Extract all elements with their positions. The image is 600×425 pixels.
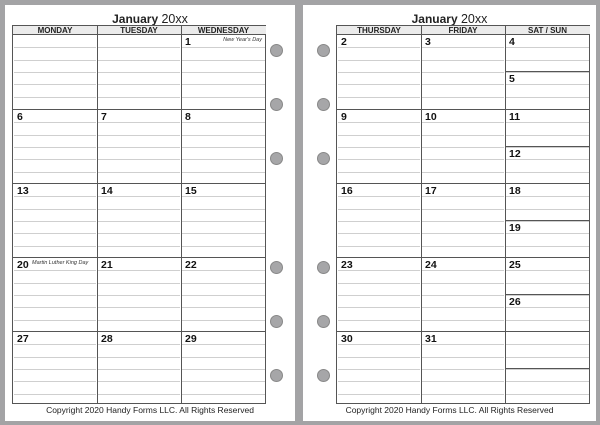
writing-line — [338, 246, 420, 247]
writing-line — [182, 209, 265, 210]
writing-line — [182, 135, 265, 136]
binder-hole-icon — [270, 98, 283, 111]
writing-line — [14, 221, 96, 222]
calendar-grid-left — [12, 25, 266, 404]
writing-line — [506, 60, 589, 61]
writing-line — [422, 221, 504, 222]
writing-line — [14, 307, 96, 308]
writing-line — [98, 369, 180, 370]
writing-line — [98, 233, 180, 234]
day-number: 17 — [425, 185, 437, 197]
copyright-text: Copyright 2020 Handy Forms LLC. All Rights Reserved — [345, 405, 554, 415]
writing-line — [98, 159, 180, 160]
week-row — [13, 331, 265, 405]
writing-line — [98, 147, 180, 148]
column-header: THURSDAY — [337, 26, 421, 35]
column-header: SAT / SUN — [505, 26, 590, 35]
week-row — [337, 331, 589, 405]
day-number: 18 — [509, 185, 521, 197]
day-number: 7 — [101, 111, 107, 123]
writing-line — [98, 135, 180, 136]
binder-hole-icon — [317, 369, 330, 382]
week-row — [337, 35, 589, 109]
writing-line — [98, 47, 180, 48]
writing-line — [98, 357, 180, 358]
writing-line — [98, 209, 180, 210]
writing-line — [14, 47, 96, 48]
day-number: 12 — [509, 148, 521, 160]
writing-line — [422, 320, 504, 321]
binder-hole-icon — [317, 315, 330, 328]
day-number: 21 — [101, 259, 113, 271]
day-number: 24 — [425, 259, 437, 271]
binder-hole-icon — [317, 261, 330, 274]
writing-line — [182, 159, 265, 160]
day-split-line — [505, 294, 590, 295]
writing-line — [338, 135, 420, 136]
writing-line — [98, 172, 180, 173]
writing-line — [98, 320, 180, 321]
writing-line — [506, 320, 589, 321]
week-row — [337, 183, 589, 257]
writing-line — [338, 357, 420, 358]
writing-line — [422, 172, 504, 173]
writing-line — [338, 122, 420, 123]
writing-line — [14, 381, 96, 382]
writing-line — [182, 60, 265, 61]
writing-line — [506, 381, 589, 382]
writing-line — [14, 135, 96, 136]
day-number: 4 — [509, 36, 515, 48]
writing-line — [98, 97, 180, 98]
writing-line — [422, 246, 504, 247]
writing-line — [182, 246, 265, 247]
day-split-line — [505, 146, 590, 147]
writing-line — [422, 97, 504, 98]
writing-line — [14, 209, 96, 210]
writing-line — [182, 221, 265, 222]
day-number: 13 — [17, 185, 29, 197]
column-header: FRIDAY — [421, 26, 505, 35]
writing-line — [338, 209, 420, 210]
day-number: 8 — [185, 111, 191, 123]
writing-line — [338, 320, 420, 321]
writing-line — [14, 159, 96, 160]
writing-line — [98, 60, 180, 61]
writing-line — [422, 233, 504, 234]
writing-line — [14, 60, 96, 61]
writing-line — [14, 369, 96, 370]
year-label: 20xx — [460, 12, 488, 26]
writing-line — [182, 394, 265, 395]
writing-line — [182, 172, 265, 173]
writing-line — [338, 97, 420, 98]
left-planner-page — [5, 5, 295, 421]
day-number: 2 — [341, 36, 347, 48]
writing-line — [338, 60, 420, 61]
writing-line — [98, 295, 180, 296]
writing-line — [506, 357, 589, 358]
writing-line — [338, 147, 420, 148]
day-number: 15 — [185, 185, 197, 197]
writing-line — [182, 357, 265, 358]
day-number: 25 — [509, 259, 521, 271]
writing-line — [506, 135, 589, 136]
holiday-note: Martin Luther King Day — [32, 260, 89, 266]
column-header: TUESDAY — [97, 26, 181, 35]
week-row — [13, 257, 265, 331]
writing-line — [182, 233, 265, 234]
writing-line — [98, 84, 180, 85]
day-number: 31 — [425, 333, 437, 345]
writing-line — [338, 159, 420, 160]
writing-line — [506, 283, 589, 284]
writing-line — [338, 394, 420, 395]
binder-hole-icon — [317, 44, 330, 57]
day-number: 29 — [185, 333, 197, 345]
calendar-grid-right — [336, 25, 590, 404]
binder-hole-icon — [270, 44, 283, 57]
writing-line — [422, 47, 504, 48]
writing-line — [338, 307, 420, 308]
writing-line — [506, 246, 589, 247]
month-label: January — [411, 12, 458, 26]
column-header: WEDNESDAY — [181, 26, 266, 35]
writing-line — [422, 135, 504, 136]
writing-line — [422, 72, 504, 73]
writing-line — [182, 84, 265, 85]
week-row — [337, 257, 589, 331]
day-number: 19 — [509, 222, 521, 234]
writing-line — [338, 295, 420, 296]
binder-hole-icon — [270, 261, 283, 274]
writing-line — [506, 84, 589, 85]
day-split-line — [505, 368, 590, 369]
day-number: 9 — [341, 111, 347, 123]
writing-line — [422, 381, 504, 382]
writing-line — [182, 369, 265, 370]
writing-line — [422, 60, 504, 61]
day-number: 5 — [509, 73, 515, 85]
writing-line — [14, 295, 96, 296]
writing-line — [422, 394, 504, 395]
day-number: 16 — [341, 185, 353, 197]
writing-line — [14, 122, 96, 123]
writing-line — [182, 47, 265, 48]
writing-line — [14, 172, 96, 173]
week-row — [13, 35, 265, 109]
writing-line — [506, 369, 589, 370]
binder-hole-icon — [270, 369, 283, 382]
day-split-line — [505, 71, 590, 72]
writing-line — [14, 233, 96, 234]
writing-line — [182, 307, 265, 308]
writing-line — [14, 246, 96, 247]
writing-line — [98, 283, 180, 284]
year-label: 20xx — [161, 12, 188, 26]
writing-line — [182, 72, 265, 73]
day-number: 1 — [185, 36, 191, 48]
writing-line — [422, 369, 504, 370]
writing-line — [338, 47, 420, 48]
page-title — [303, 12, 596, 26]
week-row — [13, 109, 265, 183]
writing-line — [14, 283, 96, 284]
binder-hole-icon — [317, 98, 330, 111]
day-number: 28 — [101, 333, 113, 345]
day-number: 22 — [185, 259, 197, 271]
writing-line — [422, 84, 504, 85]
day-number: 30 — [341, 333, 353, 345]
day-number: 26 — [509, 296, 521, 308]
day-number: 10 — [425, 111, 437, 123]
writing-line — [506, 47, 589, 48]
day-number: 6 — [17, 111, 23, 123]
writing-line — [14, 147, 96, 148]
writing-line — [338, 172, 420, 173]
writing-line — [182, 97, 265, 98]
writing-line — [422, 357, 504, 358]
writing-line — [422, 159, 504, 160]
writing-line — [506, 72, 589, 73]
writing-line — [338, 72, 420, 73]
writing-line — [422, 295, 504, 296]
writing-line — [506, 209, 589, 210]
writing-line — [182, 295, 265, 296]
binder-hole-icon — [270, 152, 283, 165]
writing-line — [14, 72, 96, 73]
writing-line — [338, 283, 420, 284]
writing-line — [14, 357, 96, 358]
writing-line — [98, 122, 180, 123]
writing-line — [98, 72, 180, 73]
writing-line — [182, 381, 265, 382]
writing-line — [182, 122, 265, 123]
writing-line — [98, 246, 180, 247]
writing-line — [422, 307, 504, 308]
writing-line — [506, 394, 589, 395]
writing-line — [14, 97, 96, 98]
binder-hole-icon — [270, 315, 283, 328]
writing-line — [14, 320, 96, 321]
writing-line — [506, 172, 589, 173]
day-number: 14 — [101, 185, 113, 197]
writing-line — [338, 84, 420, 85]
page-title — [5, 12, 295, 26]
writing-line — [98, 394, 180, 395]
day-number: 11 — [509, 111, 521, 123]
writing-line — [338, 369, 420, 370]
day-number: 23 — [341, 259, 353, 271]
binder-hole-icon — [317, 152, 330, 165]
day-number: 3 — [425, 36, 431, 48]
writing-line — [422, 147, 504, 148]
writing-line — [182, 283, 265, 284]
day-number: 27 — [17, 333, 29, 345]
writing-line — [14, 84, 96, 85]
day-number: 20 — [17, 259, 29, 271]
holiday-note: New Year's Day — [223, 37, 262, 43]
right-planner-page — [303, 5, 596, 421]
writing-line — [182, 320, 265, 321]
copyright-text: Copyright 2020 Handy Forms LLC. All Rights Reserved — [46, 405, 254, 415]
writing-line — [422, 283, 504, 284]
writing-line — [98, 221, 180, 222]
writing-line — [98, 307, 180, 308]
week-row — [13, 183, 265, 257]
writing-line — [506, 344, 589, 345]
writing-line — [98, 381, 180, 382]
week-row — [337, 109, 589, 183]
writing-line — [14, 394, 96, 395]
writing-line — [338, 233, 420, 234]
day-split-line — [505, 220, 590, 221]
column-header: MONDAY — [13, 26, 97, 35]
month-label: January — [112, 12, 159, 26]
writing-line — [338, 221, 420, 222]
writing-line — [506, 97, 589, 98]
writing-line — [422, 209, 504, 210]
writing-line — [182, 147, 265, 148]
writing-line — [338, 381, 420, 382]
